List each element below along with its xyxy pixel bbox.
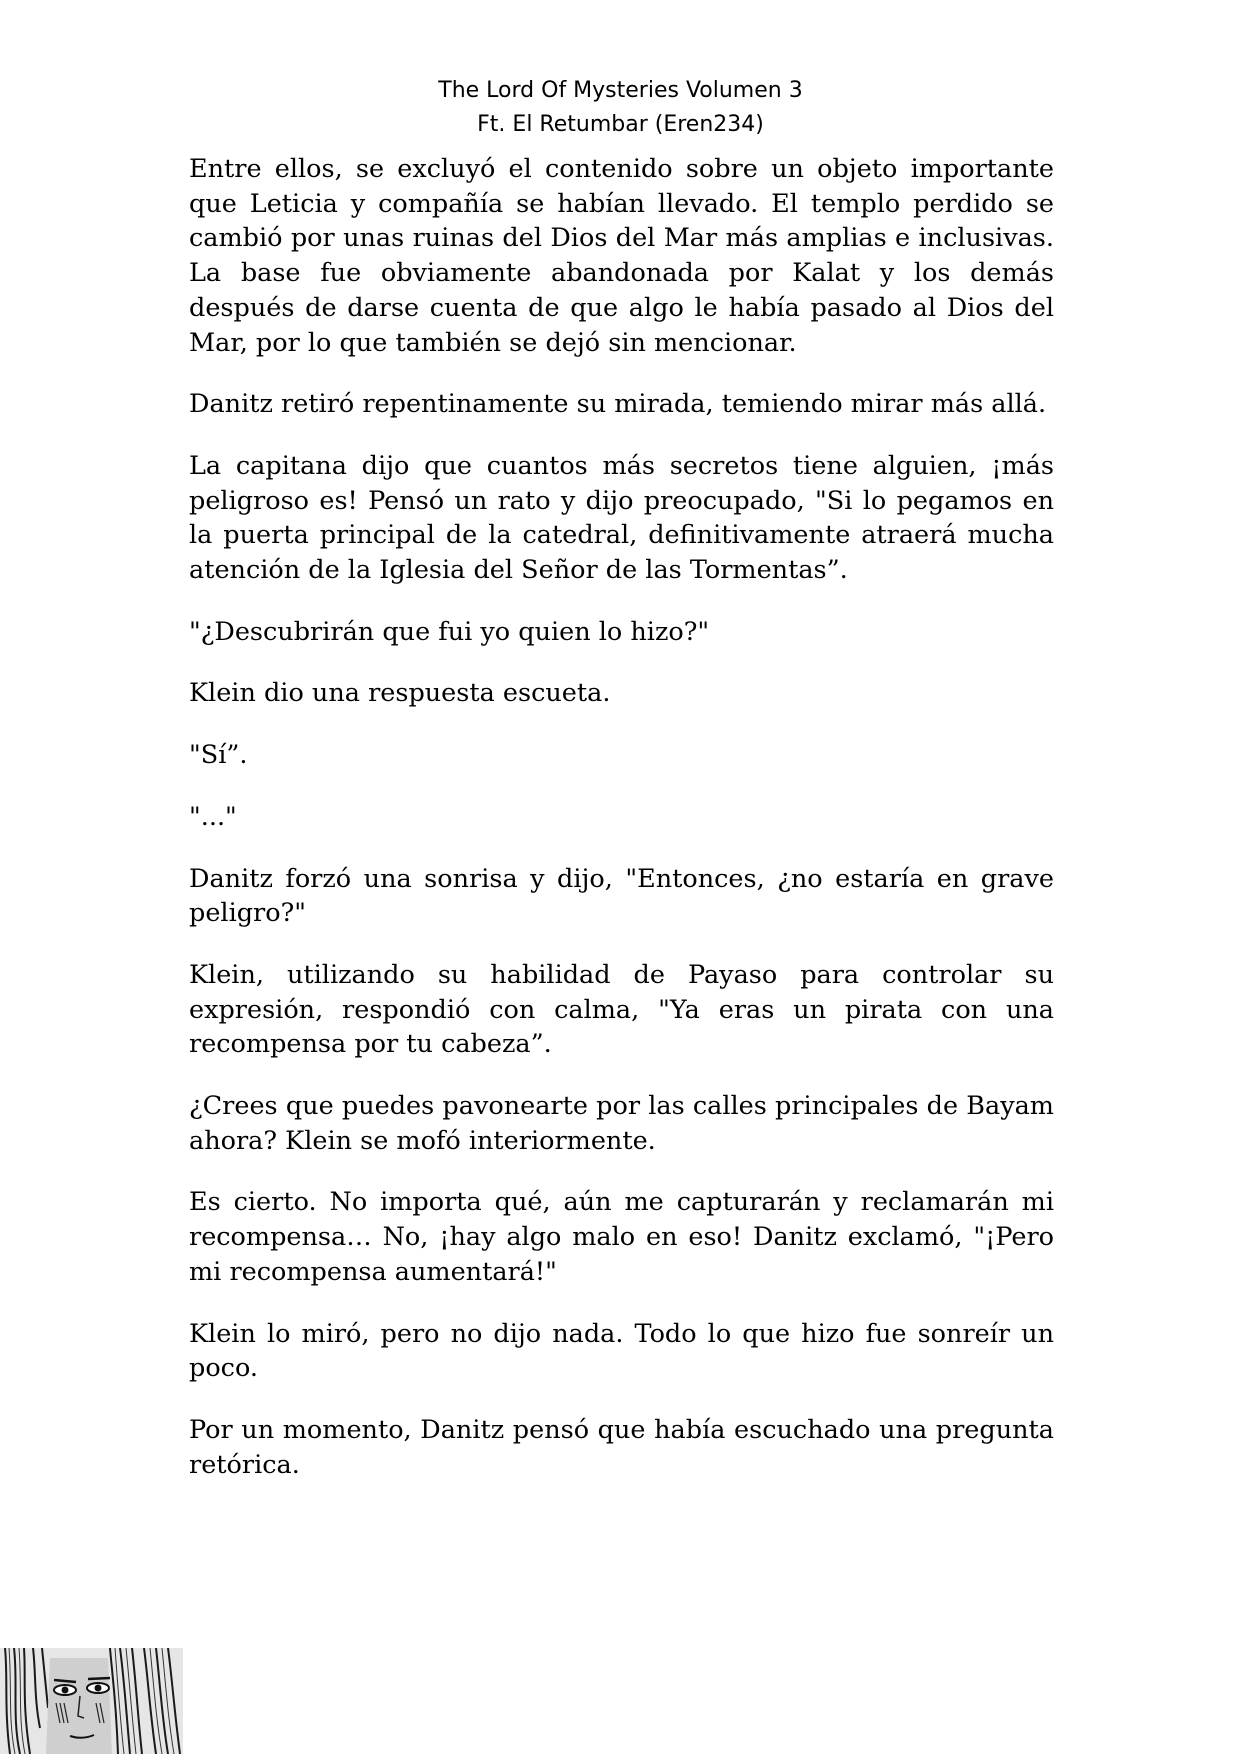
paragraph: Danitz forzó una sonrisa y dijo, "Entonces, ¿no estaría en grave peligro?": [189, 863, 1054, 929]
paragraph: "...": [189, 801, 237, 832]
paragraph: Klein lo miró, pero no dijo nada. Todo lo que hizo fue sonreír un poco.: [189, 1318, 1054, 1384]
paragraph: ¿Crees que puedes pavonearte por las calles principales de Bayam ahora? Klein se mofó interiormente.: [189, 1091, 1054, 1156]
header-subtitle: Ft. El Retumbar (Eren234): [477, 112, 764, 137]
paragraph: Entre ellos, se excluyó el contenido sobre un objeto importante que Leticia y compañía se habían llevado. El templo perdido se cambió por unas ruinas del Dios del Mar más amplias e inclusivas. La base fue obviamente abandonada por Kalat y los demás después de darse cuenta de que algo le había pasado al Dios del Mar, por lo que también se dejó sin mencionar.: [189, 154, 1054, 358]
paragraph: Es cierto. No importa qué, aún me capturarán y reclamarán mi recompensa… No, ¡hay algo malo en eso! Danitz exclamó, "¡Pero mi recompensa aumentará!": [189, 1187, 1054, 1287]
body-text: [189, 152, 1054, 1482]
paragraph: Klein, utilizando su habilidad de Payaso para controlar su expresión, respondió con calma, "Ya eras un pirata con una recompensa por tu cabeza”.: [189, 959, 1054, 1060]
header-title: The Lord Of Mysteries Volumen 3: [438, 78, 803, 103]
paragraph: La capitana dijo que cuantos más secretos tiene alguien, ¡más peligroso es! Pensó un rato y dijo preocupado, "Si lo pegamos en la puerta principal de la catedral, definitivamente atraerá mucha atención de la Iglesia del Señor de las Tormentas”.: [189, 450, 1054, 586]
manga-portrait-illustration-icon: [0, 1648, 183, 1754]
paragraph: "¿Descubrirán que fui yo quien lo hizo?": [189, 616, 710, 647]
page-header: [0, 74, 1241, 142]
paragraph: Por un momento, Danitz pensó que había escuchado una pregunta retórica.: [189, 1414, 1054, 1480]
paragraph: Danitz retiró repentinamente su mirada, temiendo mirar más allá.: [189, 389, 1047, 420]
paragraph: Klein dio una respuesta escueta.: [189, 678, 611, 709]
paragraph: "Sí”.: [189, 740, 248, 771]
